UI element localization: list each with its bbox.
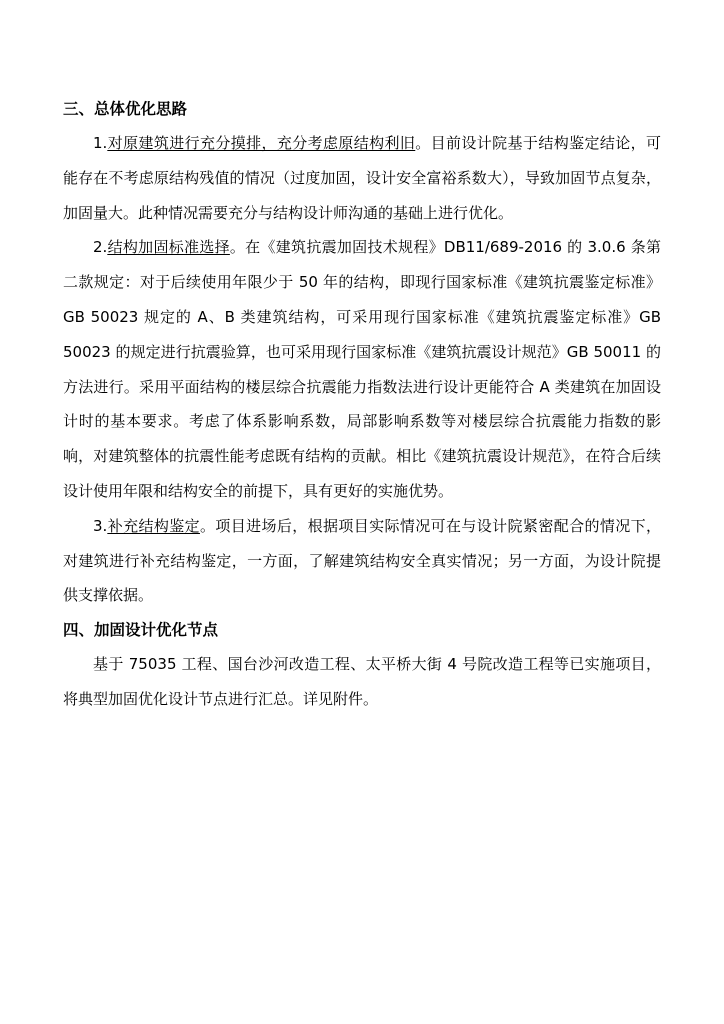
item-2-lead: 结构加固标准选择 bbox=[107, 238, 230, 257]
document-page bbox=[63, 92, 661, 717]
item-1-body: 。目前设计院基于结构鉴定结论，可能存在不考虑原结构残值的情况（过度加固，设计安全富裕系数大），导致加固节点复杂，加固量大。此种情况需要充分与结构设计师沟通的基础上进行优化。 bbox=[63, 134, 661, 222]
paragraph-item-2 bbox=[63, 230, 661, 508]
item-3-number: 3. bbox=[93, 516, 108, 535]
item-1-lead: 对原建筑进行充分摸排，充分考虑原结构利旧 bbox=[107, 134, 416, 152]
item-3-lead: 补充结构鉴定 bbox=[107, 516, 200, 535]
item-1-number: 1. bbox=[93, 134, 108, 152]
section-3-heading: 三、总体优化思路 bbox=[63, 100, 188, 118]
item-2-body: 。在《建筑抗震加固技术规程》DB11/689-2016 的 3.0.6 条第二款规定：对于后续使用年限少于 50 年的结构，即现行国家标准《建筑抗震鉴定标准》GB 50023 规定的 A、B 类建筑结构，可采用现行国家标准《建筑抗震鉴定标准》GB 50023 的规定进行抗震验算，也可采用现行国家标准《建筑抗震设计规范》GB 50011 的方法进行。采用平面结构的楼层综合抗震能力指数法进行设计更能符合 A 类建筑在加固设计时的基本要求。考虑了体系影响系数，局部影响系数等对楼层综合抗震能力指数的影响，对建筑整体的抗震性能考虑既有结构的贡献。相比《建筑抗震设计规范》，在符合后续设计使用年限和结构安全的前提下，具有更好的实施优势。 bbox=[63, 238, 661, 500]
paragraph-item-3 bbox=[63, 509, 661, 613]
section-4-paragraph: 基于 75035 工程、国台沙河改造工程、太平桥大街 4 号院改造工程等已实施项目，将典型加固优化设计节点进行汇总。详见附件。 bbox=[63, 655, 661, 708]
section-4-heading: 四、加固设计优化节点 bbox=[63, 621, 219, 640]
item-3-body: 。项目进场后，根据项目实际情况可在与设计院紧密配合的情况下，对建筑进行补充结构鉴定，一方面，了解建筑结构安全真实情况；另一方面，为设计院提供支撑依据。 bbox=[63, 516, 661, 605]
item-2-number: 2. bbox=[93, 238, 108, 257]
paragraph-item-1 bbox=[63, 126, 661, 230]
